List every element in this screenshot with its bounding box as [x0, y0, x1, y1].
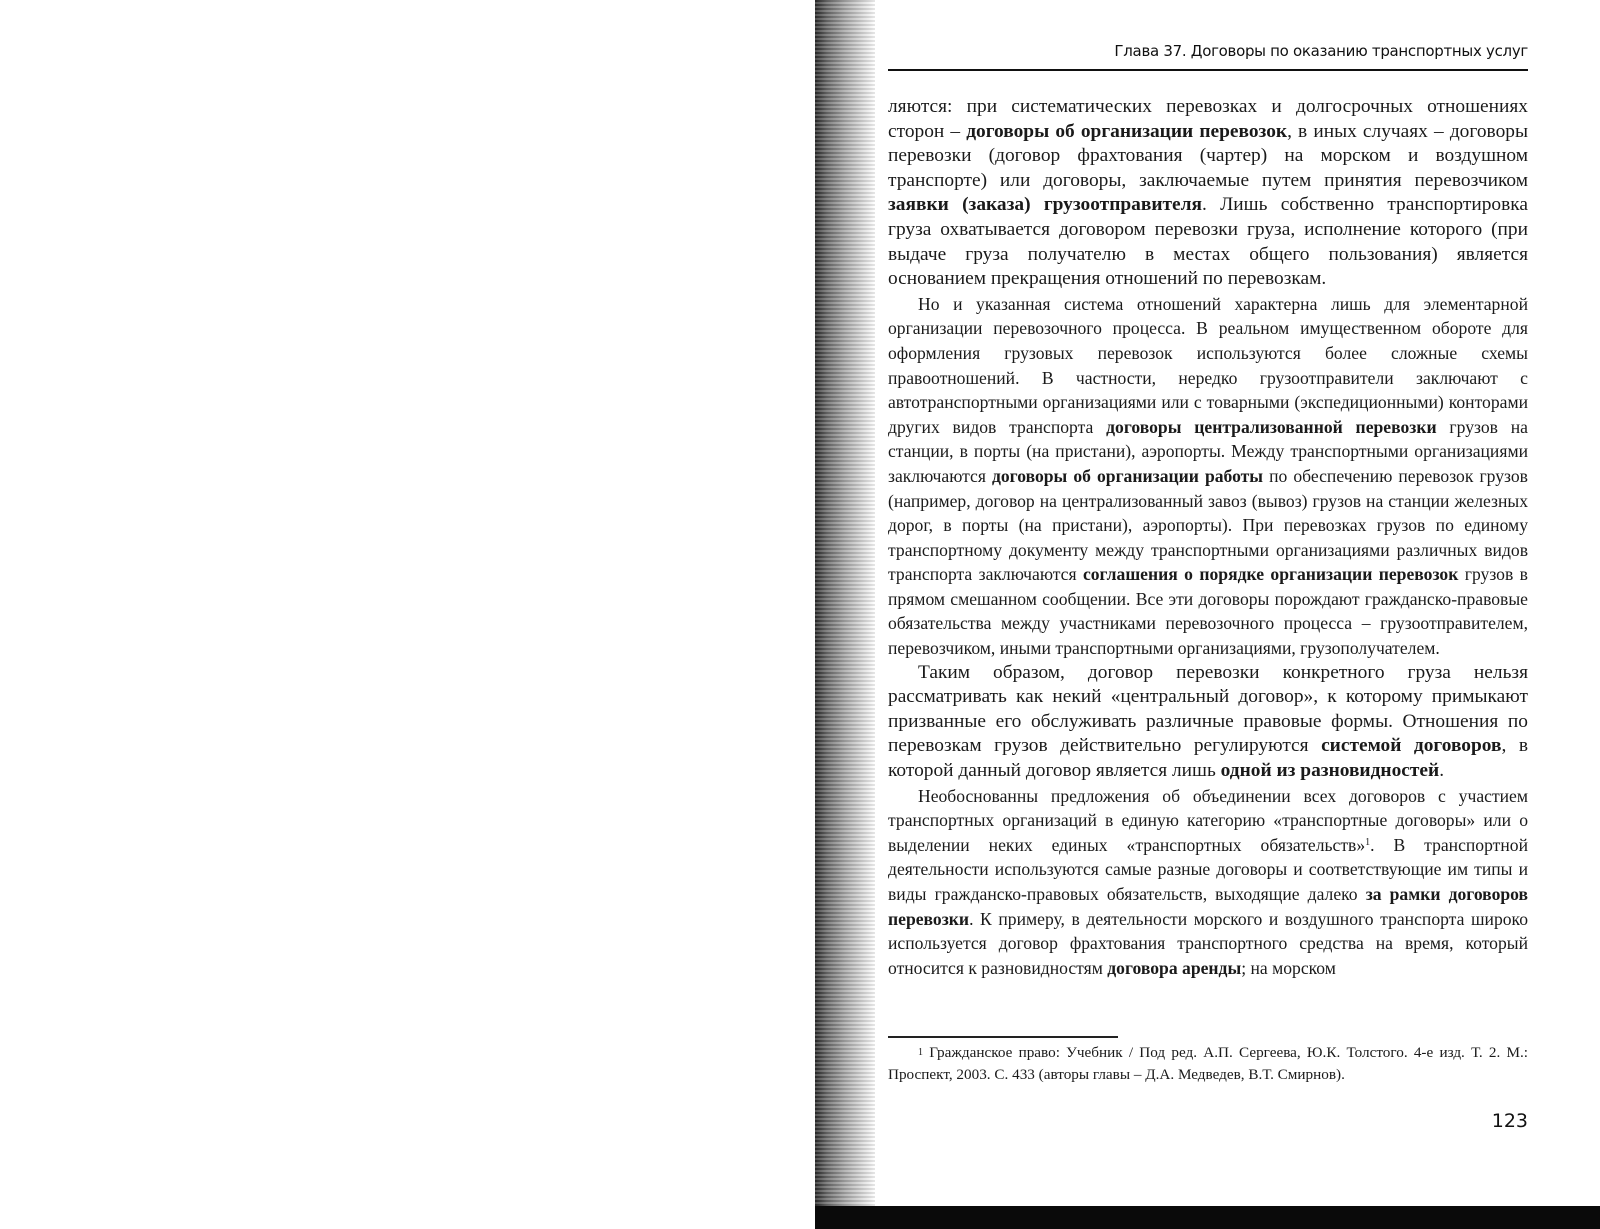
- text-run: ляются: при систематических перевозках и долгосрочных отношениях сторон –: [888, 96, 1528, 142]
- body-text: [888, 95, 1528, 980]
- footnote: [888, 1042, 1528, 1086]
- bold-term: заявки (заказа) грузоотправителя: [888, 194, 1202, 216]
- text-run: грузов на станции, в порты (на пристани), аэропорты. Между транспортными организациями заключаются: [888, 416, 1528, 486]
- page-number: 123: [1491, 1110, 1528, 1132]
- bold-term: системой договоров: [1321, 735, 1502, 757]
- text-run: .: [1439, 760, 1445, 782]
- text-run: Необоснованны предложения об объединении всех договоров с участием транспортных организаций в единую категорию «транспортные договоры» или о выделении неких единых «транспортных обязательств»: [888, 785, 1528, 855]
- footnote-text: Гражданское право: Учебник / Под ред. А.П. Сергеева, Ю.К. Толстого. 4-е изд. Т. 2. М.: Проспект, 2003. С. 433 (авторы главы – Д.А. Медведев, В.Т. Смирнов).: [888, 1044, 1528, 1083]
- footnote-mark: 1: [918, 1047, 923, 1058]
- bold-term: договоры централизованной перевозки: [1106, 416, 1437, 437]
- text-run: . Лишь собственно транспортировка груза охватывается договором перевозки груза, исполнение которого (при выдаче груза получателю в местах общего пользования) является основанием прекращения отношений по перевозкам.: [888, 194, 1528, 290]
- bold-term: договоры об организации перевозок: [966, 120, 1288, 142]
- text-run: , в иных случаях – договоры перевозки (договор фрахтования (чартер) на морском и воздушном транспорте) или договоры, заключаемые путем принятия перевозчиком: [888, 120, 1528, 191]
- paragraph-2: [888, 292, 1528, 661]
- bold-term: договоры об организации работы: [991, 465, 1264, 486]
- bold-term: одной из разновидностей: [1220, 760, 1440, 782]
- bold-term: соглашения о порядке организации перевозок: [1082, 564, 1459, 585]
- text-run: ; на морском: [1241, 957, 1336, 978]
- book-binding-shadow: [815, 0, 875, 1208]
- book-page: [888, 0, 1528, 1200]
- footnote-rule: [888, 1036, 1118, 1038]
- paragraph-4: [888, 784, 1528, 981]
- running-head: Глава 37. Договоры по оказанию транспортных услуг: [1114, 42, 1528, 60]
- footnote-reference[interactable]: 1: [1365, 836, 1371, 848]
- text-run: по обеспечению перевозок грузов (например, договор на централизованный завоз (вывоз) грузов на станции железных дорог, в порты (на пристани), аэропорты). При перевозках грузов по единому транспортному документу между транспортными организациями различных видов транспорта заключаются: [888, 465, 1528, 585]
- text-run: Но и указанная система отношений характерна лишь для элементарной организации перевозочного процесса. В реальном имущественном обороте для оформления грузовых перевозок используются более сложные схемы правоотношений. В частности, нередко грузоотправители заключают с автотранспортными организациями или с товарными (экспедиционными) конторами других видов транспорта: [888, 293, 1528, 437]
- paragraph-1: [888, 95, 1528, 292]
- bold-term: договора аренды: [1107, 957, 1242, 978]
- text-run: Таким образом, договор перевозки конкретного груза нельзя рассматривать как некий «центральный договор», к которому примыкают призванные его обслуживать различные правовые формы. Отношения по перевозкам грузов действительно регулируются: [888, 661, 1528, 757]
- paragraph-3: [888, 661, 1528, 784]
- scan-bottom-edge: [815, 1206, 1600, 1229]
- text-run: . К примеру, в деятельности морского и воздушного транспорта широко используется договор фрахтования транспортного средства на время, который относится к разновидностям: [888, 908, 1528, 978]
- text-run: грузов в прямом смешанном сообщении. Все эти договоры порождают гражданско-правовые обязательства между участниками перевозочного процесса – грузоотправителем, перевозчиком, иными транспортными организациями, грузополучателем.: [888, 564, 1528, 659]
- bold-term: за рамки договоров перевозки: [888, 884, 1529, 929]
- text-run: . В транспортной деятельности используются самые разные договоры и соответствующие им типы и виды гражданско-правовых обязательств, выходящие далеко: [888, 834, 1528, 904]
- header-rule: [888, 69, 1528, 71]
- text-run: , в которой данный договор является лишь: [888, 735, 1528, 782]
